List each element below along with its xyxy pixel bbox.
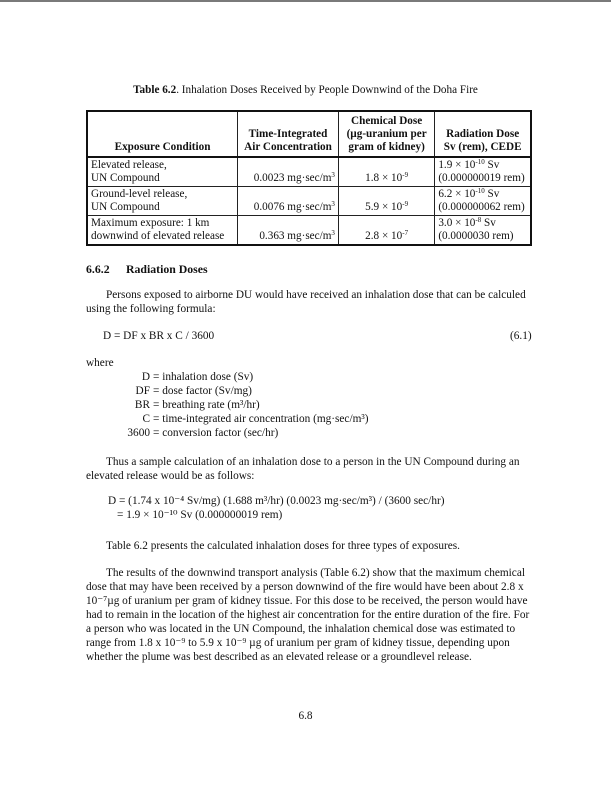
cell-radiation-dose bbox=[435, 187, 531, 216]
concentration-value: 0.0023 mg·sec/m bbox=[253, 172, 332, 184]
definition-row bbox=[100, 384, 369, 398]
chem-dose-exponent: -9 bbox=[402, 200, 409, 208]
header-line bbox=[438, 115, 527, 128]
cell-chemical-dose bbox=[338, 187, 434, 216]
cell-radiation-dose bbox=[435, 157, 531, 187]
rad-dose-base: 3.0 × 10 bbox=[438, 217, 476, 229]
concentration-value: 0.363 mg·sec/m bbox=[259, 230, 332, 242]
header-line: Air Concentration bbox=[244, 141, 332, 153]
header-air-concentration bbox=[238, 111, 339, 157]
table-caption-label: Table 6.2 bbox=[133, 84, 177, 96]
cell-chemical-dose bbox=[338, 216, 434, 246]
section-heading bbox=[86, 262, 208, 277]
cell-exposure-condition bbox=[87, 216, 238, 246]
condition-line: Elevated release, bbox=[91, 159, 167, 171]
table-row bbox=[87, 187, 531, 216]
chem-dose-base: 5.9 × 10 bbox=[365, 201, 403, 213]
page-number: 6.8 bbox=[298, 710, 313, 722]
table-caption bbox=[0, 84, 611, 96]
concentration-exponent: 3 bbox=[331, 200, 335, 208]
rad-dose-rem: (0.000000062 rem) bbox=[438, 201, 525, 213]
results-paragraph: The results of the downwind transport analysis (Table 6.2) show that the maximum chemical dose that may have been received by a person downwind of the fire would have been about 2.8 x 10⁻⁷µg of uranium per gram of kidney tissue. For this dose to be received, the person would have had to remain in the location of the highest air concentration for the entire duration of the fire. For a person who was located in the UN Compound, the inhalation chemical dose was estimated to range from 1.8 x 10⁻⁹ to 5.9 x 10⁻⁹ µg of uranium per gram of kidney tissue, depending upon whether the plume was best described as an elevated release or a groundlevel release. bbox=[86, 567, 530, 663]
rad-dose-exponent: -10 bbox=[475, 187, 485, 195]
definition-row bbox=[100, 398, 369, 412]
rad-dose-unit: Sv bbox=[484, 159, 500, 171]
section-title: Radiation Doses bbox=[126, 262, 208, 276]
cell-air-concentration bbox=[238, 157, 339, 187]
intro-paragraph: Persons exposed to airborne DU would have received an inhalation dose that can be calculed using the following formula: bbox=[86, 289, 526, 315]
rad-dose-unit: Sv bbox=[484, 188, 500, 200]
header-line bbox=[241, 115, 335, 128]
header-line: Sv (rem), CEDE bbox=[443, 141, 522, 153]
header-line: Chemical Dose bbox=[351, 115, 423, 127]
rad-dose-exponent: -8 bbox=[475, 216, 482, 224]
chem-dose-exponent: -9 bbox=[402, 171, 409, 179]
definition-row bbox=[100, 426, 369, 440]
calculation-result: = 1.9 × 10⁻¹⁰ Sv (0.000000019 rem) bbox=[117, 509, 283, 521]
header-line: Exposure Condition bbox=[114, 141, 211, 153]
rad-dose-unit: Sv bbox=[481, 217, 496, 229]
rad-dose-rem: (0.0000030 rem) bbox=[438, 230, 514, 242]
section-number: 6.6.2 bbox=[86, 262, 110, 276]
header-line: gram of kidney) bbox=[348, 141, 425, 153]
rad-dose-rem: (0.000000019 rem) bbox=[438, 172, 525, 184]
chem-dose-exponent: -7 bbox=[402, 229, 409, 237]
definition-symbol: DF bbox=[135, 385, 150, 397]
cell-chemical-dose bbox=[338, 157, 434, 187]
definition-row bbox=[100, 412, 369, 426]
table-caption-text: . Inhalation Doses Received by People Downwind of the Doha Fire bbox=[176, 84, 478, 96]
condition-line: UN Compound bbox=[91, 172, 160, 184]
formula: D = DF x BR x C / 3600 bbox=[103, 330, 215, 342]
header-chemical-dose bbox=[338, 111, 434, 157]
header-line: Time-Integrated bbox=[248, 128, 328, 140]
condition-line: UN Compound bbox=[91, 201, 160, 213]
page-top-rule bbox=[0, 0, 611, 2]
cell-air-concentration bbox=[238, 216, 339, 246]
definition-symbol: BR bbox=[134, 399, 150, 411]
variable-definitions bbox=[100, 370, 369, 440]
rad-dose-base: 1.9 × 10 bbox=[438, 159, 476, 171]
definition-symbol: D bbox=[141, 371, 150, 383]
sample-intro-paragraph: Thus a sample calculation of an inhalation dose to a person in the UN Compound during an elevated release would be as follows: bbox=[86, 456, 520, 482]
header-exposure-condition bbox=[87, 111, 238, 157]
header-line: (µg-uranium per bbox=[346, 128, 427, 140]
chem-dose-base: 2.8 × 10 bbox=[365, 230, 403, 242]
concentration-value: 0.0076 mg·sec/m bbox=[253, 201, 332, 213]
definition-text: = conversion factor (sec/hr) bbox=[153, 427, 279, 439]
cell-air-concentration bbox=[238, 187, 339, 216]
sample-calculation bbox=[108, 494, 445, 522]
definition-text: = breathing rate (m³/hr) bbox=[153, 399, 260, 411]
definition-symbol: C bbox=[142, 413, 150, 425]
chem-dose-base: 1.8 × 10 bbox=[365, 172, 403, 184]
inhalation-doses-table bbox=[86, 110, 532, 246]
definition-text: = dose factor (Sv/mg) bbox=[153, 385, 252, 397]
condition-line: Ground-level release, bbox=[91, 188, 188, 200]
header-line bbox=[91, 128, 234, 141]
where-label: where bbox=[86, 357, 114, 369]
table-row bbox=[87, 216, 531, 246]
condition-line: Maximum exposure: 1 km bbox=[91, 217, 210, 229]
concentration-exponent: 3 bbox=[331, 171, 335, 179]
rad-dose-base: 6.2 × 10 bbox=[438, 188, 476, 200]
definition-text: = time-integrated air concentration (mg·sec/m³) bbox=[153, 413, 369, 425]
definition-text: = inhalation dose (Sv) bbox=[153, 371, 254, 383]
concentration-exponent: 3 bbox=[331, 229, 335, 237]
definition-row bbox=[100, 370, 369, 384]
table-row bbox=[87, 157, 531, 187]
header-radiation-dose bbox=[435, 111, 531, 157]
header-line bbox=[91, 115, 234, 128]
definition-symbol: 3600 bbox=[127, 427, 150, 439]
condition-line: downwind of elevated release bbox=[91, 230, 225, 242]
table-header-row bbox=[87, 111, 531, 157]
formula-number: (6.1) bbox=[510, 330, 532, 342]
cell-exposure-condition bbox=[87, 157, 238, 187]
table-reference-paragraph: Table 6.2 presents the calculated inhalation doses for three types of exposures. bbox=[106, 540, 461, 552]
calculation-line: D = (1.74 x 10⁻⁴ Sv/mg) (1.688 m³/hr) (0.0023 mg·sec/m³) / (3600 sec/hr) bbox=[108, 495, 445, 507]
rad-dose-exponent: -10 bbox=[475, 158, 485, 166]
header-line: Radiation Dose bbox=[446, 128, 520, 140]
cell-radiation-dose bbox=[435, 216, 531, 246]
cell-exposure-condition bbox=[87, 187, 238, 216]
